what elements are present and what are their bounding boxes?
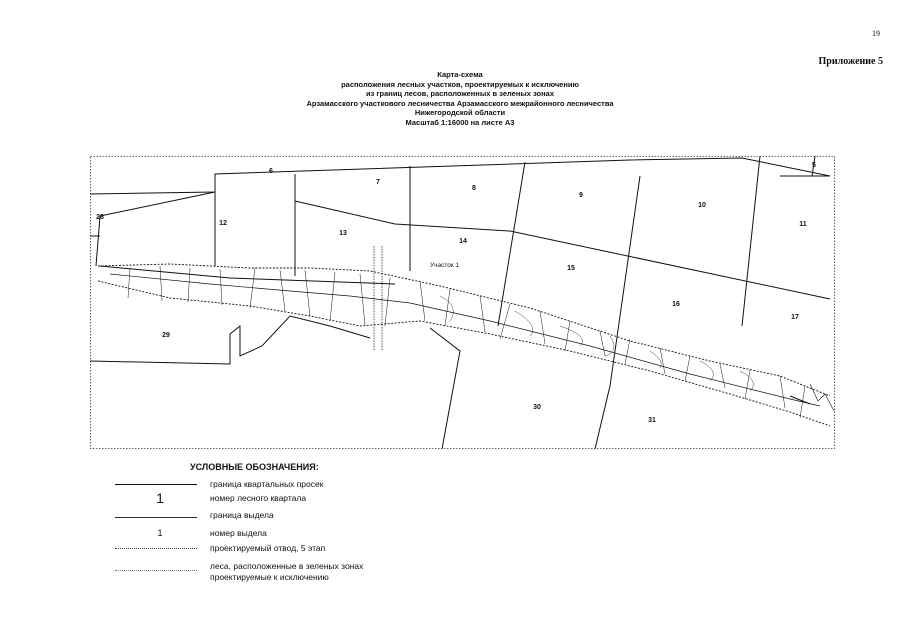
title-line: Нижегородской области [414,108,506,118]
quarter-line [742,156,760,326]
appendix-label: Приложение 5 [818,56,883,67]
quarter-number: 14 [459,238,467,245]
legend-sample-green-zone-forest [115,570,197,571]
quarter-boundaries [90,156,830,449]
legend-sample-plot-number: 1 [157,528,163,538]
quarter-number: 12 [219,220,227,227]
quarter-number: 5 [812,162,816,169]
legend-text: леса, расположенные в зеленых зонах проектируемые к исключению [210,561,364,582]
legend-sample-quarter-boundary [115,484,197,485]
quarter-number: 28 [96,214,104,221]
map-title [250,70,670,128]
quarter-number: 8 [472,185,476,192]
corridor-inner [98,281,830,426]
legend-text: номер лесного квартала [210,493,307,503]
legend-sample-projected-allotment [115,548,197,549]
southern-boundary [430,328,460,449]
east-river [810,384,834,411]
legend-text: номер выдела [210,528,267,538]
quarter-number: 15 [567,265,575,272]
title-line: Арзамасского участкового лесничества Арзамасского межрайонного лесничества [306,98,614,108]
quarter-number: 9 [579,192,583,199]
vertical-clearing [374,246,382,351]
quarter-number: 13 [339,230,347,237]
corridor-centre [110,274,820,406]
page-number: 19 [872,29,880,38]
map-frame [91,157,835,449]
quarter-line [100,266,395,284]
legend-sample-quarter-number: 1 [156,490,164,506]
quarter-number: 29 [162,332,170,339]
quarter-number: 17 [791,314,799,321]
quarter-number: 30 [533,404,541,411]
southern-boundary [595,386,610,449]
legend-text: граница выдела [210,510,274,520]
plot-inner-lines [440,296,753,391]
plot-label: Участок 1 [430,262,460,269]
projected-corridor [98,246,834,426]
forest-map [90,156,836,450]
title-line: расположения лесных участков, проектируемых к исключению [341,79,579,89]
quarter-number: 31 [648,417,656,424]
title-line: Карта-схема [437,70,483,79]
quarter-number: 6 [269,168,273,175]
legend-heading: УСЛОВНЫЕ ОБОЗНАЧЕНИЯ: [190,462,319,472]
legend-text: граница квартальных просек [210,479,324,489]
quarter-line [610,176,640,386]
title-line: Масштаб 1:16000 на листе А3 [405,117,515,127]
quarter-number: 7 [376,179,380,186]
quarter-labels [96,162,816,424]
quarter-number: 10 [698,202,706,209]
legend-sample-plot-boundary [115,517,197,518]
title-line: из границ лесов, расположенных в зеленых зонах [365,89,555,99]
legend-text: проектируемый отвод, 5 этап [210,543,326,553]
southern-boundary [90,316,370,364]
northern-boundary [90,158,830,194]
quarter-line [100,192,215,216]
quarter-number: 16 [672,301,680,308]
quarter-number: 11 [799,221,807,228]
quarter-line [96,216,100,266]
